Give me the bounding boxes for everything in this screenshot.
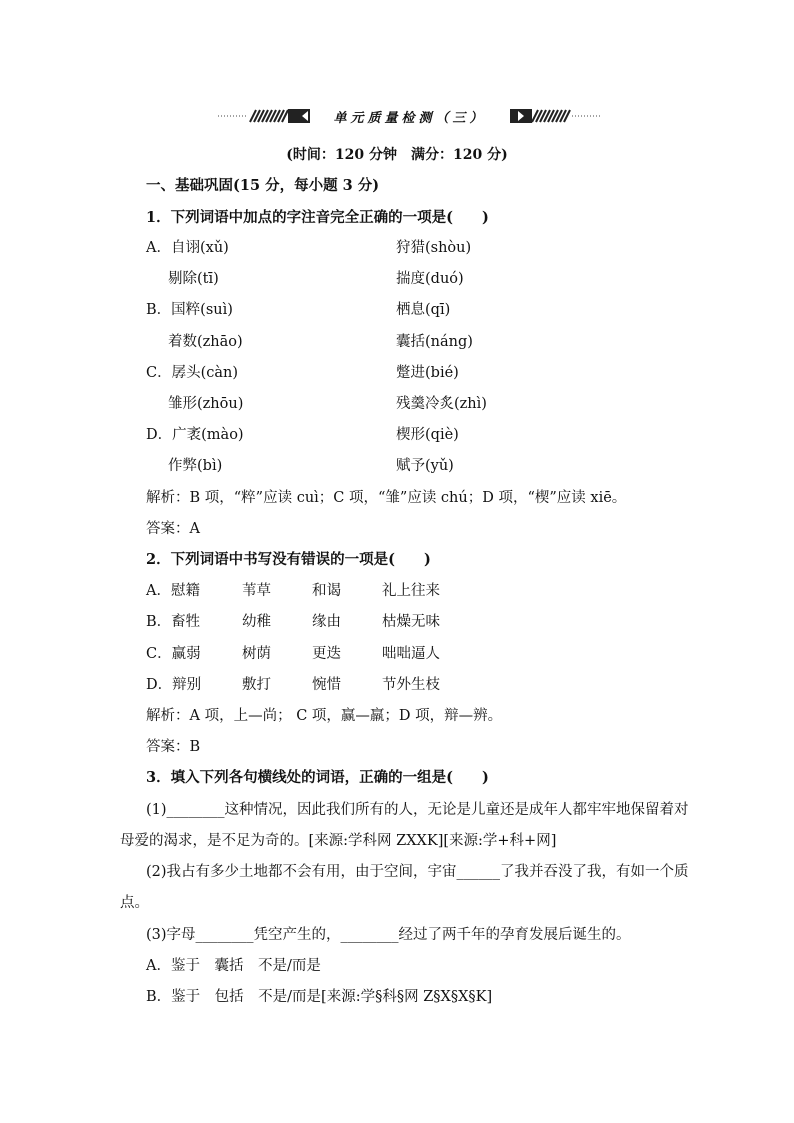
- q1-option-a-word2: 狩猎(shòu): [396, 240, 472, 256]
- q2-answer: 答案：B: [146, 739, 201, 755]
- q1-option-d-label: D．广袤(mào): [146, 427, 244, 443]
- q2-option-c-label: C．赢弱: [146, 646, 201, 662]
- q1-option-d-word4: 赋予(yǔ): [396, 458, 454, 474]
- q3-sentence-1-line-2: 母爱的渴求，是不足为奇的。[来源:学科网 ZXXK][来源:学+科+网]: [120, 833, 557, 849]
- q1-option-c-label: C．孱头(càn): [146, 365, 239, 381]
- q1-option-a-word3: 剔除(tī): [168, 271, 219, 287]
- q1-option-c-word4: 残羹冷炙(zhì): [396, 396, 487, 412]
- q1-option-a-word4: 揣度(duó): [396, 271, 464, 287]
- q3-option-b: B．鉴于 包括 不是/而是[来源:学§科§网 Z§X§X§K]: [146, 989, 493, 1005]
- q1-option-c-word2: 蹩进(bié): [396, 365, 459, 381]
- q2-option-d-word4: 节外生枝: [382, 677, 440, 693]
- q2-option-d-label: D．辩别: [146, 677, 202, 693]
- q1-answer: 答案：A: [146, 521, 200, 537]
- q1-option-b-word3: 着数(zhāo): [168, 334, 243, 350]
- q2-option-a-word2: 苇草: [242, 583, 271, 599]
- q1-analysis: 解析：B 项，“粹”应读 cuì；C 项，“雏”应读 chú；D 项，“楔”应读 xiē。: [146, 490, 627, 506]
- q3-sentence-2-line-2: 点。: [120, 895, 149, 911]
- section-heading: 一、基础巩固(15 分，每小题 3 分): [146, 177, 380, 194]
- q2-option-b-label: B．畜牲: [146, 614, 201, 630]
- q3-option-a: A．鉴于 囊括 不是/而是: [146, 958, 321, 974]
- q2-option-c-word2: 树荫: [242, 646, 271, 662]
- question-2-stem: 2．下列词语中书写没有错误的一项是( ): [146, 551, 431, 568]
- q2-option-c-word4: 咄咄逼人: [382, 646, 440, 662]
- exam-info: (时间：120 分钟 满分：120 分): [286, 147, 508, 163]
- page-title: 单元质量检测（三）: [333, 111, 487, 126]
- q3-sentence-1-line-1: (1)________这种情况，因此我们所有的人，无论是儿童还是成年人都牢牢地保留着对: [146, 802, 689, 818]
- q2-analysis: 解析：A 项，上—尚； C 项，赢—羸；D 项，辩—辨。: [146, 708, 503, 724]
- q2-option-c-word3: 更迭: [312, 646, 341, 662]
- q2-option-a-word3: 和谒: [312, 583, 341, 599]
- q1-option-c-word3: 雏形(zhōu): [168, 396, 244, 412]
- q1-option-b-label: B．国粹(suì): [146, 302, 233, 318]
- q2-option-b-word2: 幼稚: [242, 614, 271, 630]
- question-3-stem: 3．填入下列各句横线处的词语，正确的一组是( ): [146, 769, 489, 786]
- q2-option-b-word3: 缘由: [312, 614, 341, 630]
- q2-option-a-label: A．慰籍: [146, 583, 200, 599]
- q3-sentence-3: (3)字母________凭空产生的，________经过了两千年的孕育发展后诞生的。: [146, 927, 631, 943]
- q1-option-d-word2: 楔形(qiè): [396, 427, 459, 443]
- q2-option-d-word2: 敷打: [242, 677, 271, 693]
- q1-option-d-word3: 作弊(bì): [168, 458, 223, 474]
- q2-option-a-word4: 礼上往来: [382, 583, 440, 599]
- q1-option-b-word4: 囊括(náng): [396, 334, 473, 350]
- q1-option-a-label: A．自诩(xǔ): [146, 240, 229, 256]
- q2-option-d-word3: 惋惜: [312, 677, 341, 693]
- q3-sentence-2-line-1: (2)我占有多少土地都不会有用，由于空间，宇宙______了我并吞没了我，有如一个质: [146, 864, 689, 880]
- question-1-stem: 1．下列词语中加点的字注音完全正确的一项是( ): [146, 209, 489, 226]
- q2-option-b-word4: 枯燥无味: [382, 614, 440, 630]
- q1-option-b-word2: 栖息(qī): [396, 302, 451, 318]
- header-banner: [218, 104, 602, 128]
